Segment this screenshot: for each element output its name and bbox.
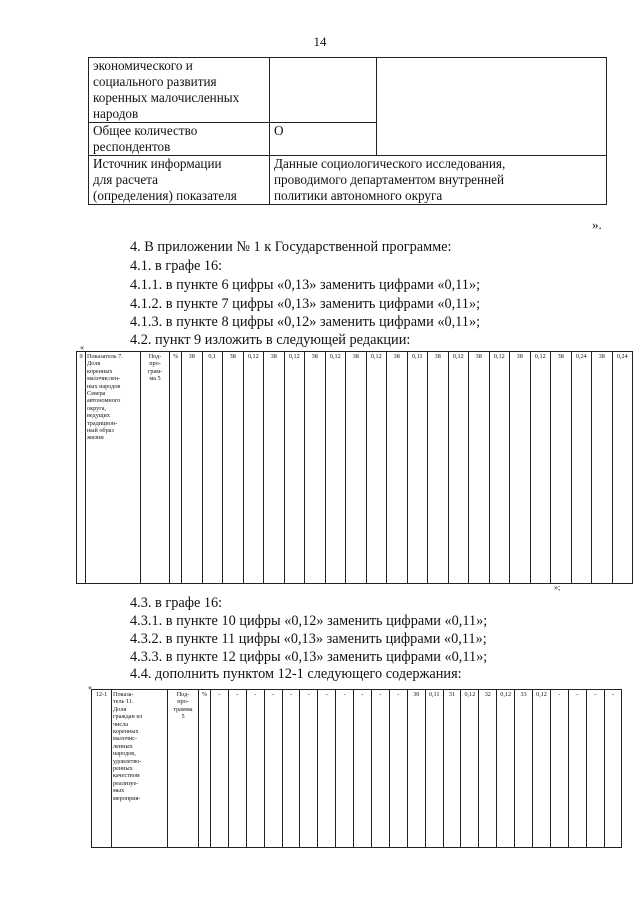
indicator-table bbox=[88, 57, 607, 205]
cell-line: граждан из bbox=[113, 713, 143, 721]
value-cell: 38 bbox=[182, 352, 203, 584]
value-cell: - bbox=[282, 690, 300, 848]
cell-line: ренных bbox=[113, 765, 133, 773]
cell-line: Показа- bbox=[113, 691, 134, 698]
indicator-name-cell bbox=[112, 690, 168, 848]
cell-line: Источник информации bbox=[93, 156, 222, 171]
value-cell: 38 bbox=[469, 352, 490, 584]
value-cell: 0,12 bbox=[284, 352, 305, 584]
cell-line: для расчета bbox=[93, 172, 158, 187]
cell-line: коренных bbox=[87, 367, 113, 375]
value-cell: 30 bbox=[407, 690, 425, 848]
value-cell: 33 bbox=[515, 690, 533, 848]
cell-line: тель 11. bbox=[113, 698, 134, 706]
cell-line: Доля bbox=[113, 705, 127, 713]
cell-line: про- bbox=[149, 360, 161, 368]
close-quote-mark: »; bbox=[554, 583, 561, 592]
cell-line: жизни bbox=[87, 434, 104, 442]
paragraph: 4.3.2. в пункте 11 цифры «0,13» заменить цифрами «0,11»; bbox=[130, 631, 487, 647]
value-cell: - bbox=[372, 690, 390, 848]
paragraph: 4. В приложении № 1 к Государственной программе: bbox=[130, 239, 452, 255]
value-cell: 38 bbox=[592, 352, 613, 584]
cell-line: ведущих bbox=[87, 412, 110, 420]
value-cell: 0,24 bbox=[612, 352, 633, 584]
value-cell: - bbox=[336, 690, 354, 848]
value-cell: 38 bbox=[223, 352, 244, 584]
row-number-cell: 9 bbox=[77, 352, 86, 584]
value-cell: 38 bbox=[346, 352, 367, 584]
value-cell: 0,11 bbox=[407, 352, 428, 584]
cell-line: традицион- bbox=[87, 419, 118, 427]
indicator-name-cell bbox=[86, 352, 141, 584]
cell-line: мероприя- bbox=[113, 794, 141, 802]
paragraph: 4.1.3. в пункте 8 цифры «0,12» заменить цифрами «0,11»; bbox=[130, 314, 481, 330]
cell-line: Под- bbox=[176, 691, 190, 698]
cell-line: качеством bbox=[113, 772, 140, 780]
cell-line: Общее количество bbox=[93, 123, 198, 138]
cell-line: Доля bbox=[87, 360, 101, 368]
cell-line: социального развития bbox=[93, 74, 217, 89]
cell-line: респондентов bbox=[93, 139, 171, 154]
cell-line: политики автономного округа bbox=[274, 188, 443, 203]
value-cell: 0,1 bbox=[202, 352, 223, 584]
value-cell: 0,12 bbox=[366, 352, 387, 584]
paragraph: 4.1.2. в пункте 7 цифры «0,13» заменить цифрами «0,11»; bbox=[130, 296, 481, 312]
cell-line: про- bbox=[177, 698, 189, 706]
paragraph: 4.3.1. в пункте 10 цифры «0,12» заменить цифрами «0,11»; bbox=[130, 613, 488, 629]
value-cell: - bbox=[264, 690, 282, 848]
value-cell: 38 bbox=[551, 352, 572, 584]
value-cell: 32 bbox=[479, 690, 497, 848]
program-cell bbox=[168, 690, 199, 848]
value-cell: - bbox=[300, 690, 318, 848]
value-cell: 0,12 bbox=[461, 690, 479, 848]
cell-line: грамма bbox=[173, 705, 193, 713]
unit-cell: % bbox=[199, 690, 211, 848]
value-cell: 0,12 bbox=[243, 352, 264, 584]
indicator-extra-cell bbox=[377, 58, 607, 156]
paragraph: 4.2. пункт 9 изложить в следующей редакции: bbox=[130, 332, 411, 348]
cell-line: народов bbox=[93, 106, 139, 121]
closing-quote: ». bbox=[592, 217, 602, 232]
value-cell: - bbox=[604, 690, 622, 848]
value-cell: 0,12 bbox=[325, 352, 346, 584]
value-cell: 38 bbox=[510, 352, 531, 584]
indicator-value-cell bbox=[270, 58, 377, 123]
cell-line: удовлетво- bbox=[113, 757, 142, 765]
cell-line: О bbox=[274, 123, 284, 138]
indicator-label-cell bbox=[89, 156, 270, 205]
open-quote-mark: « bbox=[88, 683, 92, 692]
cell-line: числа bbox=[113, 720, 129, 728]
cell-line: проводимого департаментом внутренней bbox=[274, 172, 505, 187]
value-cell: 38 bbox=[264, 352, 285, 584]
paragraph: 4.4. дополнить пунктом 12-1 следующего содержания: bbox=[130, 666, 462, 682]
table-row bbox=[89, 156, 607, 205]
program-table-row-9 bbox=[76, 351, 633, 584]
table-row bbox=[89, 58, 607, 123]
value-cell: - bbox=[318, 690, 336, 848]
value-cell: - bbox=[354, 690, 372, 848]
value-cell: - bbox=[246, 690, 264, 848]
cell-line: (определения) показателя bbox=[93, 188, 237, 203]
cell-line: коренных малочисленных bbox=[93, 90, 240, 105]
table-row bbox=[77, 352, 633, 584]
cell-line: Данные социологического исследования, bbox=[274, 156, 506, 171]
cell-line: мых bbox=[113, 787, 125, 795]
value-cell: 0,12 bbox=[489, 352, 510, 584]
cell-line: коренных bbox=[113, 728, 139, 736]
value-cell: 0,11 bbox=[425, 690, 443, 848]
cell-line: ленных bbox=[113, 742, 133, 750]
page-number: 14 bbox=[313, 34, 327, 49]
value-cell: 38 bbox=[428, 352, 449, 584]
cell-line: Показатель 7. bbox=[87, 353, 123, 360]
cell-line: Под- bbox=[148, 353, 162, 360]
paragraph: 4.3. в графе 16: bbox=[130, 595, 223, 611]
paragraph: 4.1.1. в пункте 6 цифры «0,13» заменить цифрами «0,11»; bbox=[130, 277, 481, 293]
cell-line: малочис- bbox=[113, 735, 137, 743]
value-cell: 0,24 bbox=[571, 352, 592, 584]
value-cell: - bbox=[211, 690, 229, 848]
cell-line: ма 5 bbox=[149, 375, 161, 383]
indicator-label-cell bbox=[89, 58, 270, 123]
cell-line: народов, bbox=[113, 750, 136, 758]
value-cell: 31 bbox=[443, 690, 461, 848]
table-row bbox=[92, 690, 622, 848]
cell-line: реализуе- bbox=[113, 779, 139, 787]
value-cell: - bbox=[550, 690, 568, 848]
cell-line: экономического и bbox=[93, 58, 193, 73]
indicator-value-cell bbox=[270, 123, 377, 156]
indicator-source-cell bbox=[270, 156, 607, 205]
cell-line: грам- bbox=[147, 367, 163, 375]
cell-line: ных народов bbox=[87, 382, 121, 390]
row-number-cell: 12-1 bbox=[92, 690, 112, 848]
value-cell: 38 bbox=[387, 352, 408, 584]
paragraph: 4.1. в графе 16: bbox=[130, 258, 223, 274]
value-cell: 0,12 bbox=[448, 352, 469, 584]
indicator-label-cell bbox=[89, 123, 270, 156]
open-quote-mark: « bbox=[80, 343, 84, 352]
value-cell: 0,12 bbox=[533, 690, 551, 848]
value-cell: 0,12 bbox=[530, 352, 551, 584]
cell-line: автономного bbox=[87, 397, 121, 405]
cell-line: округа, bbox=[87, 404, 107, 412]
value-cell: 38 bbox=[305, 352, 326, 584]
value-cell: 0,12 bbox=[497, 690, 515, 848]
paragraph: 4.3.3. в пункте 12 цифры «0,13» заменить цифрами «0,11»; bbox=[130, 649, 488, 665]
value-cell: - bbox=[228, 690, 246, 848]
cell-line: Севера bbox=[87, 390, 106, 398]
unit-cell: % bbox=[170, 352, 182, 584]
cell-line: малочислен- bbox=[87, 375, 121, 383]
cell-line: 5 bbox=[181, 713, 185, 721]
value-cell: - bbox=[389, 690, 407, 848]
cell-line: ный образ bbox=[87, 427, 114, 435]
value-cell: - bbox=[568, 690, 586, 848]
program-table-row-12-1 bbox=[91, 689, 622, 848]
value-cell: - bbox=[586, 690, 604, 848]
program-cell bbox=[141, 352, 170, 584]
